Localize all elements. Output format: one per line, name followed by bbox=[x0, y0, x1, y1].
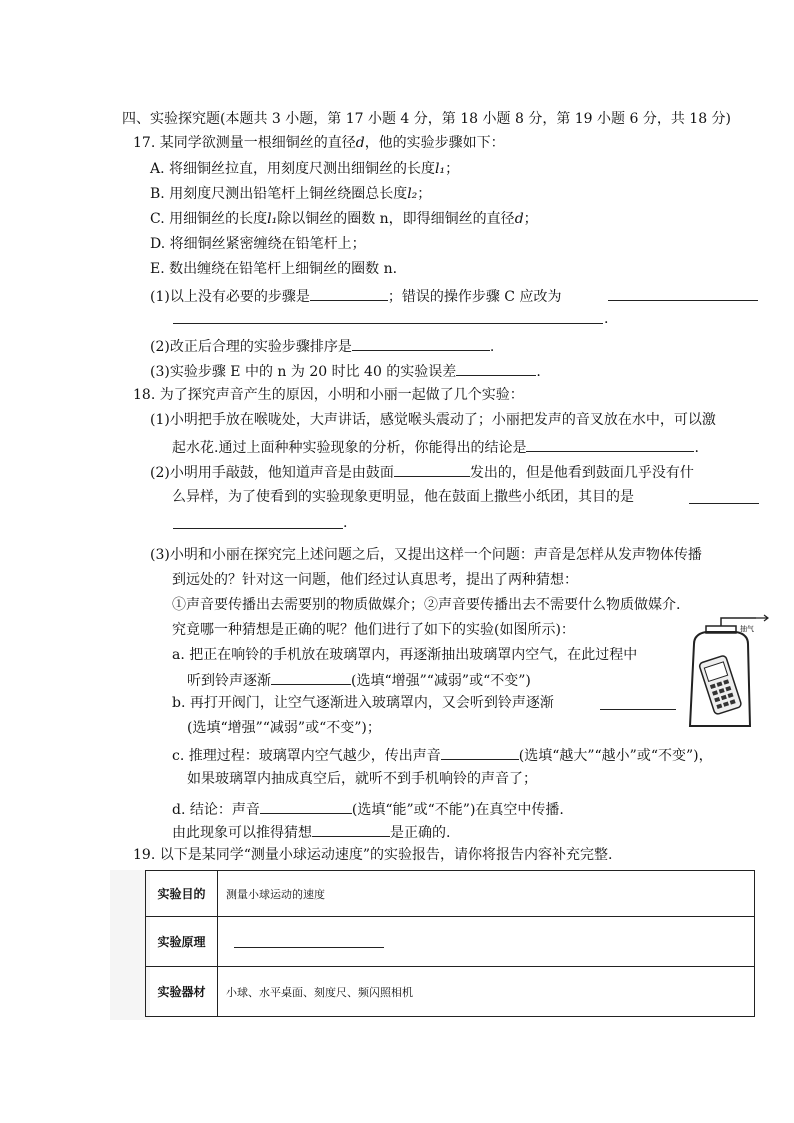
q18-d-line-tail: (选填“能”或“不能”)在真空中传播. bbox=[351, 802, 564, 818]
q18-a-line2-tail: (选填“增强”“减弱”或“不变”) bbox=[351, 673, 531, 689]
report-table bbox=[145, 870, 755, 1017]
q18-p3-line2 bbox=[172, 571, 578, 589]
q17-sub3 bbox=[150, 361, 541, 381]
q18-p1-end: . bbox=[694, 440, 699, 456]
q17-sub1-end-text: . bbox=[604, 311, 609, 327]
q18-a-line1-text: a. 把正在响铃的手机放在玻璃罩内，再逐渐抽出玻璃罩内空气，在此过程中 bbox=[172, 647, 638, 663]
report-head-principle: 实验原理 bbox=[146, 917, 218, 967]
q19-stem-text: 19. 以下是某同学“测量小球运动速度”的实验报告，请你将报告内容补充完整. bbox=[133, 847, 613, 863]
arrow-icon bbox=[756, 615, 768, 621]
q17-sub2-blank[interactable] bbox=[352, 336, 490, 351]
q18-p1-line1 bbox=[150, 411, 716, 429]
q18-e-line-text: 由此现象可以推得猜想 bbox=[172, 825, 312, 841]
q17-step-c-tail: ； bbox=[523, 211, 538, 227]
report-head-equipment: 实验器材 bbox=[146, 967, 218, 1017]
q18-p2-end bbox=[343, 514, 347, 532]
q17-sub1-blank2[interactable] bbox=[608, 299, 758, 301]
q18-e-blank[interactable] bbox=[312, 822, 390, 837]
q18-c-line2-text: 如果玻璃罩内抽成真空后，就听不到手机响铃的声音了； bbox=[187, 771, 537, 787]
q17-sub1-end bbox=[604, 310, 608, 328]
q17-sub3-text: (3)实验步骤 E 中的 n 为 20 时比 40 的实验误差 bbox=[150, 364, 457, 380]
q17-var-d: d bbox=[355, 135, 365, 151]
q18-p1-blank[interactable] bbox=[526, 437, 694, 452]
q18-p2-line1 bbox=[150, 462, 694, 482]
report-row-principle bbox=[146, 917, 755, 967]
q17-sub3-end: . bbox=[536, 364, 541, 380]
q18-c-blank[interactable] bbox=[441, 745, 519, 760]
q18-p3-line1 bbox=[150, 546, 702, 564]
q18-stem bbox=[133, 386, 524, 404]
q18-c-line1 bbox=[172, 745, 713, 765]
q18-p2-line1-text: (2)小明用手敲鼓，他知道声音是由鼓面 bbox=[150, 465, 394, 481]
q18-p3-line3-text: ①声音要传播出去需要别的物质做媒介；②声音要传播出去不需要什么物质做媒介. bbox=[172, 597, 681, 613]
q18-b-line1 bbox=[172, 694, 554, 712]
q18-stem-text: 18. 为了探究声音产生的原因，小明和小丽一起做了几个实验： bbox=[133, 387, 524, 403]
q18-p1-line2 bbox=[172, 437, 699, 457]
q17-sub1-blank2-cont[interactable] bbox=[173, 322, 603, 324]
q17-stem-text: 17. 某同学欲测量一根细铜丝的直径 bbox=[133, 135, 356, 151]
q17-sub1-blank1[interactable] bbox=[310, 286, 388, 301]
phone-icon bbox=[699, 655, 742, 715]
q18-a-line2 bbox=[187, 670, 531, 690]
q17-step-b-var: l₂ bbox=[407, 186, 418, 202]
q17-step-b-text: B. 用刻度尺测出铅笔杆上铜丝绕圈总长度 bbox=[150, 186, 408, 202]
q18-p2-blank2[interactable] bbox=[689, 502, 759, 504]
q18-p3-line3 bbox=[172, 596, 680, 614]
report-cell-purpose: 测量小球运动的速度 bbox=[218, 871, 755, 917]
q18-c-line2 bbox=[187, 770, 537, 788]
q17-step-c-text: C. 用细铜丝的长度 bbox=[150, 211, 268, 227]
report-cell-equipment: 小球、水平桌面、刻度尺、频闪照相机 bbox=[218, 967, 755, 1017]
q18-p1-line2-text: 起水花.通过上面种种实验现象的分析，你能得出的结论是 bbox=[172, 440, 527, 456]
q17-step-a-tail: ； bbox=[445, 161, 460, 177]
report-row-purpose bbox=[146, 871, 755, 917]
q18-p3-line4 bbox=[172, 621, 575, 639]
q17-step-b-tail: ； bbox=[417, 186, 432, 202]
q18-d-line-text: d. 结论：声音 bbox=[172, 802, 260, 818]
q18-e-line-tail: 是正确的. bbox=[390, 825, 451, 841]
q17-step-d bbox=[150, 235, 366, 253]
report-cell-principle[interactable] bbox=[218, 917, 755, 967]
q18-p2-line2 bbox=[172, 488, 634, 506]
q17-sub2-end: . bbox=[489, 339, 495, 355]
report-row-equipment bbox=[146, 967, 755, 1017]
section-title-text: 四、实验探究题(本题共 3 小题，第 17 小题 4 分，第 18 小题 8 分，第 19 小题 6 分，共 18 分) bbox=[122, 111, 732, 127]
report-head-purpose: 实验目的 bbox=[146, 871, 218, 917]
section-title bbox=[122, 110, 731, 128]
q18-p3-line1-text: (3)小明和小丽在探究完上述问题之后，又提出这样一个问题：声音是怎样从发声物体传播 bbox=[150, 547, 702, 563]
q17-stem bbox=[133, 134, 505, 152]
q17-step-a-var: l₁ bbox=[435, 161, 446, 177]
q18-d-line bbox=[172, 799, 564, 819]
q18-p2-line1-tail: 发出的，但是他看到鼓面几乎没有什 bbox=[469, 465, 694, 481]
bell-jar-figure bbox=[676, 614, 776, 734]
q17-sub1-text: (1)以上没有必要的步骤是 bbox=[150, 289, 310, 305]
q18-p2-line2-text: 么异样，为了使看到的实验现象更明显，他在鼓面上撒些小纸团，其目的是 bbox=[172, 489, 634, 505]
q18-e-line bbox=[172, 822, 450, 842]
report-principle-blank[interactable] bbox=[234, 933, 384, 948]
q17-step-c-var: l₁ bbox=[267, 211, 278, 227]
q17-step-b bbox=[150, 185, 431, 203]
q19-stem bbox=[133, 846, 612, 864]
q17-sub2-text: (2)改正后合理的实验步骤排序是 bbox=[150, 339, 352, 355]
q18-p2-blank1[interactable] bbox=[394, 462, 470, 477]
q17-stem-tail: ，他的实验步骤如下： bbox=[364, 135, 505, 151]
q17-step-e-text: E. 数出缠绕在铅笔杆上细铜丝的圈数 n. bbox=[150, 261, 398, 277]
q17-step-c-var2: d bbox=[514, 211, 524, 227]
q18-d-blank[interactable] bbox=[260, 799, 352, 814]
q17-sub1 bbox=[150, 286, 561, 306]
q17-step-c-mid: 除以铜丝的圈数 n，即得细铜丝的直径 bbox=[277, 211, 515, 227]
scan-smudge bbox=[110, 870, 150, 1020]
q18-c-line1-text: c. 推理过程：玻璃罩内空气越少，传出声音 bbox=[172, 748, 441, 764]
q17-sub3-blank[interactable] bbox=[456, 361, 536, 376]
q18-p2-blank2-cont[interactable] bbox=[173, 527, 343, 529]
q17-sub2 bbox=[150, 336, 494, 356]
q18-b-line2 bbox=[187, 719, 381, 737]
q18-b-line1-text: b. 再打开阀门，让空气逐渐进入玻璃罩内，又会听到铃声逐渐 bbox=[172, 695, 554, 711]
q17-step-c bbox=[150, 210, 538, 228]
q17-step-a bbox=[150, 160, 459, 178]
figure-label: 抽气 bbox=[740, 625, 754, 633]
q18-c-line1-tail: (选填“越大”“越小”或“不变”)， bbox=[518, 748, 713, 764]
q18-a-line1 bbox=[172, 646, 637, 664]
q18-p3-line2-text: 到远处的？针对这一问题，他们经过认真思考，提出了两种猜想： bbox=[172, 572, 578, 588]
q17-step-d-text: D. 将细铜丝紧密缠绕在铅笔杆上； bbox=[150, 236, 366, 252]
q18-a-blank[interactable] bbox=[271, 670, 351, 685]
q18-p2-end-text: . bbox=[343, 515, 348, 531]
q18-p3-line4-text: 究竟哪一种猜想是正确的呢？他们进行了如下的实验(如图所示)： bbox=[172, 622, 575, 638]
q17-step-e bbox=[150, 260, 397, 278]
q17-sub1-text2: ；错误的操作步骤 C 应改为 bbox=[387, 289, 562, 305]
q17-step-a-text: A. 将细铜丝拉直，用刻度尺测出细铜丝的长度 bbox=[150, 161, 436, 177]
q18-b-line2-text: (选填“增强”“减弱”或“不变”)； bbox=[187, 720, 381, 736]
q18-a-line2-text: 听到铃声逐渐 bbox=[187, 673, 271, 689]
q18-b-blank[interactable] bbox=[600, 708, 676, 710]
q18-p1-line1-text: (1)小明把手放在喉咙处，大声讲话，感觉喉头震动了；小丽把发声的音叉放在水中，可以激 bbox=[150, 412, 716, 428]
